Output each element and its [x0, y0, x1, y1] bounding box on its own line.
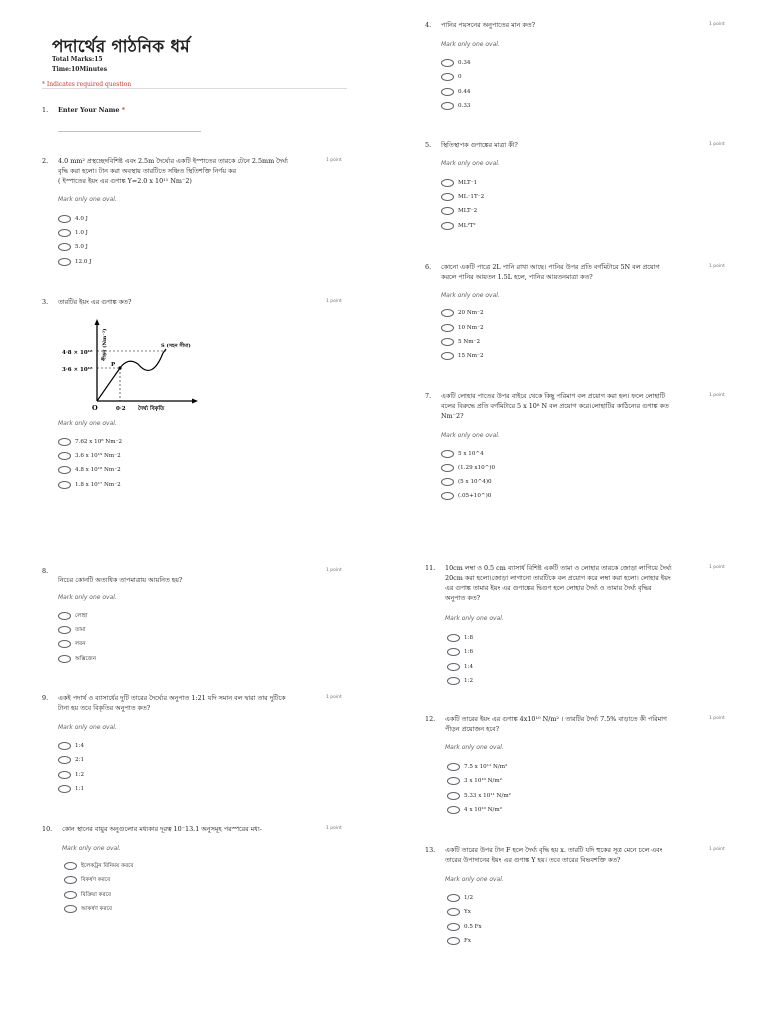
question-text-line: একটি লোহার পাতের উপর বাইরে থেকে কিছু পরিমাণ বল প্রয়োগ করা হল। ফলে লোহাটি — [441, 392, 666, 400]
point-s-label: S (সহন সীমা) — [161, 343, 191, 349]
question-text: স্থিতিস্থাপক গুণাঙ্কের মাত্রা কী? — [441, 141, 518, 149]
option-radio[interactable]: 3.6 x 10¹⁹ Nm⁻2 — [58, 451, 121, 461]
point-p-marker — [118, 366, 121, 369]
option-radio[interactable]: তামা — [58, 625, 86, 635]
instruction: Mark only one oval. — [445, 615, 504, 622]
option-radio[interactable]: 1:6 — [447, 647, 473, 657]
option-radio[interactable]: MLT⁻2 — [441, 206, 477, 216]
instruction: Mark only one oval. — [445, 744, 504, 751]
oval-icon — [447, 792, 460, 800]
oval-icon — [441, 492, 454, 500]
oval-icon — [447, 777, 460, 785]
option-radio[interactable]: 1:2 — [58, 770, 84, 780]
oval-icon — [58, 640, 71, 648]
option-radio[interactable]: 5.33 x 10¹¹ N/m² — [447, 791, 511, 801]
question-number: 8. — [42, 567, 49, 575]
oval-icon — [447, 806, 460, 814]
option-radio[interactable]: 5 Nm⁻2 — [441, 337, 480, 347]
question-text-line: একটি তারের ইয়ং এর গুণাঙ্ক 4x10¹⁰ N/m² । তারটির দৈর্ঘ্য 7.5% বাড়াতে কী পরিমাণ — [445, 715, 667, 723]
oval-icon — [441, 88, 454, 96]
oval-icon — [441, 222, 454, 230]
option-radio[interactable]: 1:4 — [447, 662, 473, 672]
oval-icon — [58, 785, 71, 793]
instruction: Mark only one oval. — [441, 160, 500, 167]
points-label: 1 point — [326, 695, 342, 700]
option-radio[interactable]: 5 x 10^4 — [441, 449, 484, 459]
question-number: 1. — [42, 106, 49, 114]
instruction: Mark only one oval. — [58, 594, 117, 601]
oval-icon — [58, 438, 71, 446]
question-text-line: Nm⁻2? — [441, 412, 464, 420]
question-6 — [425, 262, 735, 367]
points-label: 1 point — [709, 22, 725, 27]
question-text: পানির পয়সনের অনুপাতের মান কত? — [441, 21, 536, 29]
name-input[interactable] — [58, 131, 201, 132]
oval-icon — [58, 655, 71, 663]
instruction: Mark only one oval. — [441, 292, 500, 299]
question-text-line: বলের বিরুদ্ধে প্রতি বর্গমিটারে 5 x 10⁸ N বল প্রয়োগ করে।লোহাটির কাঠিন্যের গুণাঙ্ক কত — [441, 402, 669, 410]
oval-icon — [441, 464, 454, 472]
question-11 — [425, 563, 735, 693]
question-4 — [425, 20, 735, 115]
oval-icon — [441, 179, 454, 187]
option-radio[interactable]: আকর্ষণ করবে — [64, 904, 112, 914]
oval-icon — [58, 742, 71, 750]
oval-icon — [447, 894, 460, 902]
question-text-line: করলে পানির আয়তন 1.5L হলে, পানির আয়তনমাত্রা কত? — [441, 273, 593, 281]
instruction: Mark only one oval. — [445, 876, 504, 883]
option-radio[interactable]: 1/2 — [447, 893, 473, 903]
oval-icon — [441, 324, 454, 332]
option-radio[interactable]: 4.0 J — [58, 214, 88, 224]
oval-icon — [58, 452, 71, 460]
question-text-line: 10cm লম্বা ও 0.5 cm ব্যাসার্ধ বিশিষ্ট একটি তামা ও লোহার তারকে জোড়া লাগিয়ে দৈর্ঘ্য — [445, 564, 672, 572]
total-marks: Total Marks:15 — [52, 56, 103, 63]
oval-icon — [447, 937, 460, 945]
form-title: পদার্থের গাঠনিক ধর্ম — [52, 37, 190, 57]
points-label: 1 point — [709, 716, 725, 721]
points-label: 1 point — [326, 826, 342, 831]
option-radio[interactable]: 1:2 — [447, 676, 473, 686]
instruction: Mark only one oval. — [441, 41, 500, 48]
option-radio[interactable]: 1:8 — [447, 633, 473, 643]
y-axis-label: পীড়ন (Nm⁻²) — [102, 328, 108, 361]
option-radio[interactable]: 3 x 10¹⁰ N/m² — [447, 776, 502, 786]
points-label: 1 point — [709, 847, 725, 852]
option-radio[interactable]: (5 x 10^4)0 — [441, 477, 492, 487]
question-text: তারটির ইয়ং এর গুণাঙ্ক কত? — [58, 298, 132, 306]
oval-icon — [58, 771, 71, 779]
option-radio[interactable]: 1.8 x 10¹⁷ Nm⁻2 — [58, 480, 121, 490]
oval-icon — [441, 352, 454, 360]
option-radio[interactable]: 2:1 — [58, 755, 84, 765]
oval-icon — [447, 763, 460, 771]
oval-icon — [447, 677, 460, 685]
y-axis-arrow — [95, 319, 100, 325]
oval-icon — [441, 450, 454, 458]
option-radio[interactable]: Fx — [447, 936, 471, 946]
question-5 — [425, 140, 735, 235]
option-radio[interactable]: ML²T² — [441, 221, 476, 231]
option-radio[interactable]: 7.62 x 10⁸ Nm⁻2 — [58, 437, 122, 447]
option-radio[interactable]: 20 Nm⁻2 — [441, 308, 484, 318]
question-text-line: ( ইস্পাতের ইয়ং এর গুণাঙ্ক Y=2.0 x 10¹¹ Nm⁻2) — [58, 177, 192, 185]
oval-icon — [441, 193, 454, 201]
oval-icon — [447, 663, 460, 671]
question-text-line: একই পদার্থ ও ব্যাসার্ধের দুটি তারের দৈর্ঘ্যের অনুপাত 1:21 যদি সমান বল দ্বারা তার দুটিকে — [58, 694, 286, 702]
x-axis-label: দৈর্ঘ্য বিকৃতি — [138, 406, 165, 411]
question-text-line: একটি তারের উপর টান F হলে দৈর্ঘ্য বৃদ্ধি হয় x. তারটি যদি হুকের সূত্র মেনে চলে এবং — [445, 846, 663, 854]
oval-icon — [447, 648, 460, 656]
question-8 — [42, 566, 342, 671]
time-limit: Time:10Minutes — [52, 66, 108, 73]
option-radio[interactable]: 15 Nm⁻2 — [441, 351, 484, 361]
oval-icon — [64, 905, 77, 913]
option-radio[interactable]: 1.0 J — [58, 228, 88, 238]
oval-icon — [447, 923, 460, 931]
option-radio[interactable]: ইলেকট্রন বিনিময় করবে — [64, 861, 134, 871]
question-text: Enter Your Name — [58, 106, 120, 114]
oval-icon — [58, 756, 71, 764]
question-12 — [425, 714, 735, 824]
option-radio[interactable]: 0.44 — [441, 87, 470, 97]
option-radio[interactable]: বিকর্ষণ করবে — [64, 875, 110, 885]
question-2 — [42, 156, 342, 271]
y-tick-upper: 4·8 × 10¹⁸ — [62, 350, 93, 356]
oval-icon — [58, 612, 71, 620]
question-1 — [42, 105, 342, 137]
oval-icon — [441, 59, 454, 67]
instruction: Mark only one oval. — [58, 420, 117, 427]
origin-label: O — [92, 404, 98, 411]
oval-icon — [441, 478, 454, 486]
option-radio[interactable]: 1:1 — [58, 784, 84, 794]
oval-icon — [64, 862, 77, 870]
oval-icon — [441, 207, 454, 215]
points-label: 1 point — [709, 393, 725, 398]
oval-icon — [64, 891, 77, 899]
question-number: 9. — [42, 694, 49, 702]
question-number: 3. — [42, 298, 49, 306]
question-text-line: পীড়ন প্রয়োজন হবে? — [445, 725, 500, 733]
required-note: * Indicates required question — [42, 81, 132, 88]
oval-icon — [447, 634, 460, 642]
option-radio[interactable]: MLT⁻1 — [441, 178, 477, 188]
question-text-line: 4.0 mm² প্রস্থচ্ছেদবিশিষ্ট এবং 2.5m দৈর্ঘ্যের একটি ইস্পাতের তারকে টেনে 2.5mm দৈর্ঘ্য — [58, 157, 288, 165]
question-text: নিচের কোনটি অত্যধিক তাপমাত্রায় আয়নিত হয়? — [58, 576, 183, 584]
instruction: Mark only one oval. — [441, 432, 500, 439]
option-radio[interactable]: অক্সিজেন — [58, 654, 96, 664]
question-3 — [42, 297, 342, 497]
option-radio[interactable]: ML⁻1T⁻2 — [441, 192, 484, 202]
required-star: * — [121, 106, 126, 114]
oval-icon — [58, 243, 71, 251]
oval-icon — [58, 481, 71, 489]
question-text-line: এর গুণাঙ্ক তামার ইয়ং এর গুণাঙ্কের দ্বিগুণ হলে লোহার দৈর্ঘ্য ও তামার দৈর্ঘ্য বৃদ্ধির — [445, 584, 652, 592]
option-radio[interactable]: (1.29 x10^)0 — [441, 463, 495, 473]
question-text-line: টানা হয় তবে বিকৃতির অনুপাত কত? — [58, 704, 151, 712]
question-number: 7. — [425, 392, 432, 400]
option-radio[interactable]: 0.5 Fx — [447, 922, 482, 932]
oval-icon — [58, 215, 71, 223]
option-radio[interactable]: 0 — [441, 72, 462, 82]
option-radio[interactable]: 0.34 — [441, 58, 470, 68]
option-radio[interactable]: লবন — [58, 639, 86, 649]
y-tick-lower: 3·6 × 10¹⁸ — [62, 367, 93, 373]
option-radio[interactable]: 4 x 10¹⁰ N/m² — [447, 805, 502, 815]
option-radio[interactable]: 5.0 J — [58, 242, 88, 252]
points-label: 1 point — [326, 568, 342, 573]
oval-icon — [58, 258, 71, 266]
option-radio[interactable]: 7.5 x 10¹¹ N/m² — [447, 762, 507, 772]
oval-icon — [58, 466, 71, 474]
option-radio[interactable]: 0.33 — [441, 101, 470, 111]
points-label: 1 point — [709, 142, 725, 147]
oval-icon — [441, 102, 454, 110]
oval-icon — [441, 73, 454, 81]
oval-icon — [441, 309, 454, 317]
option-radio[interactable]: 10 Nm⁻2 — [441, 323, 484, 333]
points-label: 1 point — [326, 158, 342, 163]
question-9 — [42, 693, 342, 803]
question-text-line: 20cm করা হলো।জোড়া লাগানো তারটিকে বল প্রয়োগ করে লম্বা করা হলো। লোহার ইয়ং — [445, 574, 671, 582]
points-label: 1 point — [326, 299, 342, 304]
stress-strain-graph — [58, 311, 198, 411]
question-10 — [42, 824, 342, 919]
question-number: 5. — [425, 141, 432, 149]
question-number: 12. — [425, 715, 436, 723]
option-radio[interactable]: Yx — [447, 907, 471, 917]
question-7 — [425, 391, 735, 506]
question-number: 6. — [425, 263, 432, 271]
oval-icon — [447, 908, 460, 916]
question-number: 10. — [42, 825, 53, 833]
oval-icon — [64, 876, 77, 884]
question-text-line: তারের উপাদানের ইয়ং এর গুণাঙ্ক Y হয়। তবে তারের বিভবশক্তি কত? — [445, 856, 621, 864]
question-number: 2. — [42, 157, 49, 165]
question-text-line: কোনো একটি পাত্রে 2L পানি রাখা আছে। পানির উপর প্রতি বর্গমিটারে 5N বল প্রয়োগ — [441, 263, 660, 271]
x-tick: 0·2 — [116, 406, 126, 411]
point-p-label: P — [111, 362, 116, 368]
question-number: 11. — [425, 564, 436, 572]
x-axis-arrow — [192, 399, 198, 404]
points-label: 1 point — [709, 264, 725, 269]
question-text-line: অনুপাত কত? — [445, 594, 481, 602]
option-radio[interactable]: 12.0 J — [58, 257, 91, 267]
option-radio[interactable]: 1:4 — [58, 741, 84, 751]
oval-icon — [58, 626, 71, 634]
instruction: Mark only one oval. — [58, 196, 117, 203]
option-radio[interactable]: বিক্রিয়া করবে — [64, 890, 111, 900]
option-radio[interactable]: লোহা — [58, 611, 88, 621]
instruction: Mark only one oval. — [62, 845, 121, 852]
option-radio[interactable]: 4.8 x 10¹⁸ Nm⁻2 — [58, 465, 121, 475]
question-text-line: বৃদ্ধি করা হলো। টান করা অবস্থায় তারটিতে সঞ্চিত স্থিতিশক্তি নির্ণয় কর — [58, 167, 237, 175]
question-number: 13. — [425, 846, 436, 854]
instruction: Mark only one oval. — [58, 724, 117, 731]
header-divider — [42, 88, 347, 89]
option-radio[interactable]: (.05+10^)0 — [441, 491, 491, 501]
oval-icon — [58, 229, 71, 237]
oval-icon — [441, 338, 454, 346]
points-label: 1 point — [709, 565, 725, 570]
question-text: কোন স্থানের বায়ুর অনুগুলোর মধ্যকার দূরত্ব 10⁻13.1 অনুসমূহ পরস্পরের মধ্য- — [62, 825, 262, 833]
question-13 — [425, 845, 735, 955]
question-number: 4. — [425, 21, 432, 29]
